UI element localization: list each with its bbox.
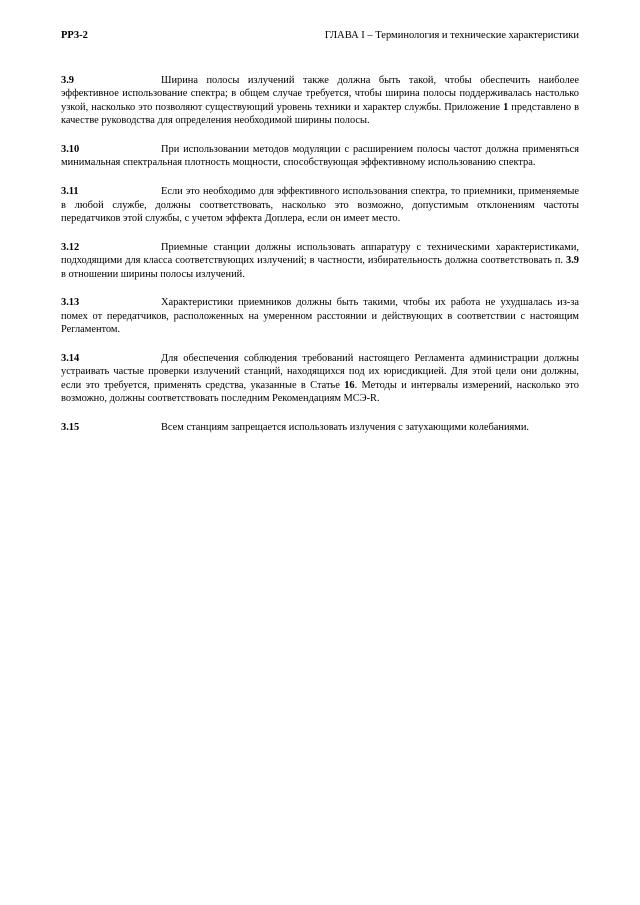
- article-reference: 16: [344, 379, 355, 391]
- paragraph-number: 3.14: [61, 353, 80, 365]
- document-body: [61, 74, 579, 450]
- page-header: [61, 29, 579, 43]
- paragraph-3-15: [61, 421, 579, 434]
- chapter-title: ГЛАВА I – Терминология и технические характеристики: [324, 30, 579, 41]
- paragraph-text: Всем станциям запрещается использовать излучения с затухающими колебаниями.: [161, 422, 530, 434]
- provision-reference: 3.9: [566, 255, 579, 267]
- paragraph-number: 3.10: [61, 144, 80, 156]
- paragraph-3-13: [61, 296, 579, 336]
- paragraph-text-cont: представлено в качестве руководства для определения необходимой ширины полосы.: [61, 101, 579, 127]
- paragraph-number: 3.15: [61, 422, 80, 434]
- paragraph-text: Для обеспечения соблюдения требований настоящего Регламента администрации должны устраивать частые проверки излучений станций, находящихся под их юрисдикцией. Для этой цели они должны, если это требуется, применять средства, указанные в Статье: [61, 353, 579, 391]
- paragraph-number: 3.13: [61, 297, 80, 309]
- paragraph-number: 3.11: [61, 186, 79, 198]
- paragraph-3-14: [61, 352, 579, 406]
- paragraph-text: Характеристики приемников должны быть такими, чтобы их работа не ухудшалась из-за помех от передатчиков, расположенных на умеренном расстоянии и действующих в соответствии с настоящим Регламентом.: [61, 297, 579, 336]
- paragraph-text: Приемные станции должны использовать аппаратуру с техническими характеристиками, подходящими для класса соответствующих излучений; в частности, избирательность должна соответствовать п.: [61, 241, 579, 267]
- paragraph-text: Ширина полосы излучений также должна быть такой, чтобы обеспечить наиболее эффективное использование спектра; в общем случае требуется, чтобы ширина полосы поддерживалась настолько узкой, насколько это позволяют существующий уровень техники и характер службы. Приложение: [61, 75, 579, 113]
- paragraph-text-cont: . Методы и интервалы измерений, насколько это возможно, должны соответствовать последним Рекомендациям МСЭ-R.: [61, 379, 579, 405]
- paragraph-text-cont: в отношении ширины полосы излучений.: [61, 268, 245, 280]
- paragraph-3-11: [61, 185, 579, 225]
- paragraph-3-10: [61, 143, 579, 170]
- paragraph-number: 3.9: [61, 75, 74, 86]
- paragraph-text: Если это необходимо для эффективного использования спектра, то приемники, применяемые в любой службе, должны соответствовать, насколько это возможно, допустимым отклонениям частоты передатчиков этой службы, с учетом эффекта Доплера, если он имеет место.: [61, 186, 579, 225]
- paragraph-number: 3.12: [61, 241, 80, 253]
- appendix-reference: 1: [503, 101, 509, 113]
- document-id: РР3-2: [61, 30, 88, 41]
- paragraph-3-9: [61, 74, 579, 128]
- paragraph-3-12: [61, 241, 579, 281]
- paragraph-text: При использовании методов модуляции с расширением полосы частот должна применяться минимальная спектральная плотность мощности, способствующая эффективному использованию спектра.: [61, 144, 579, 169]
